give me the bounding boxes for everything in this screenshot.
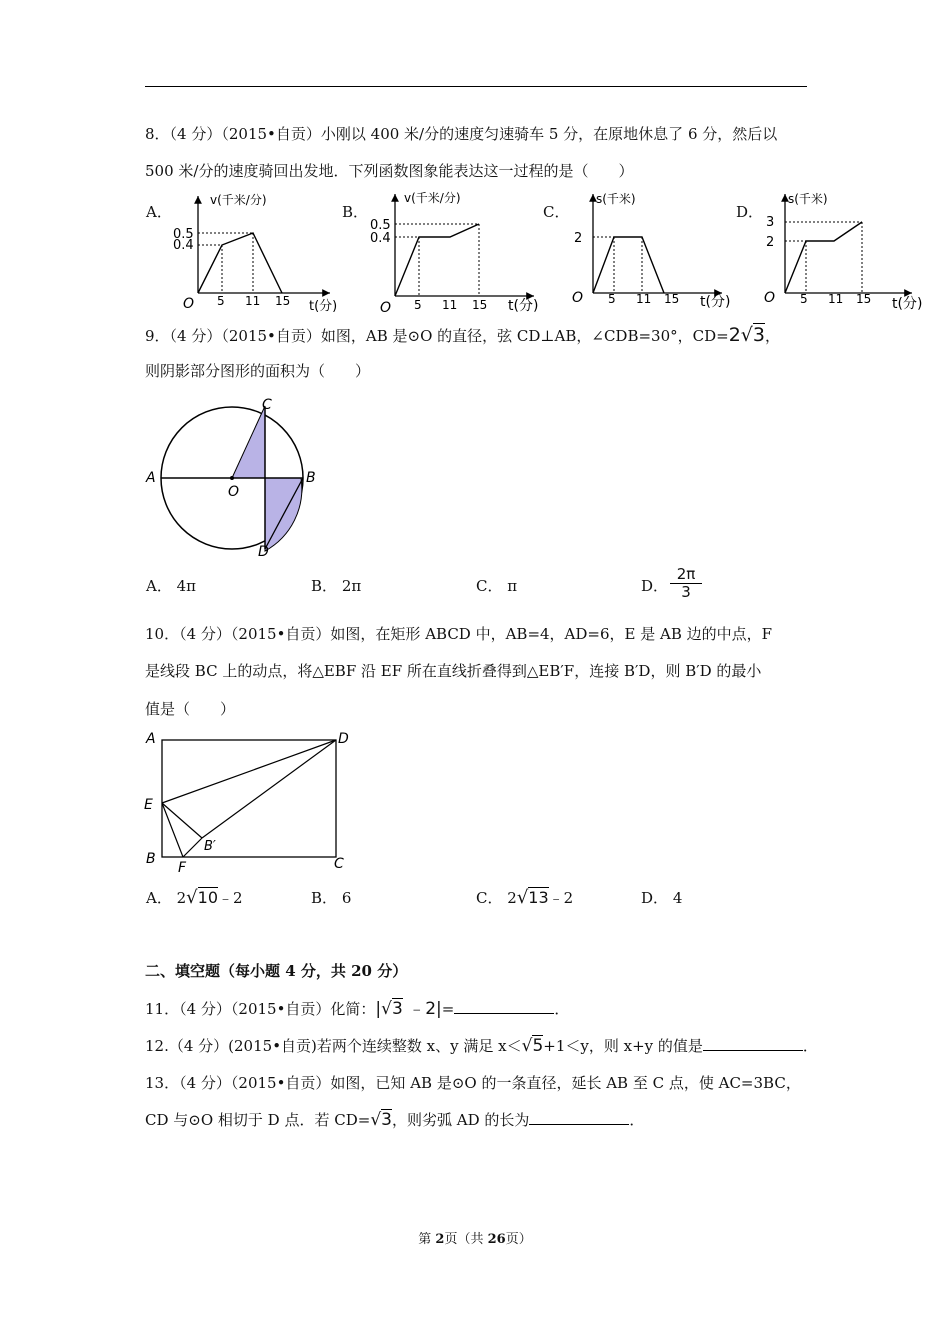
center-point bbox=[230, 476, 234, 480]
ytick-0.4: 0.4 bbox=[173, 238, 194, 253]
xtick-15: 15 bbox=[664, 292, 680, 306]
q13-sqrt: √3 bbox=[370, 1110, 392, 1130]
q12-rad: 5 bbox=[532, 1036, 544, 1056]
y-axis-label: s(千米) bbox=[788, 192, 828, 206]
q9-text-a: 9．（4 分）（2015•自贡）如图，AB 是⊙O 的直径，弦 CD⊥AB，∠CDB=30°，CD= bbox=[145, 327, 729, 345]
x-axis-label: t(分) bbox=[700, 294, 731, 310]
label-f: F bbox=[178, 860, 187, 876]
q9-option-a-label: A． bbox=[146, 577, 172, 595]
xtick-15: 15 bbox=[275, 294, 291, 308]
q13-line1: 13．（4 分）（2015•自贡）如图，已知 AB 是⊙O 的一条直径，延长 AB 至 C 点，使 AC=3BC， bbox=[145, 1074, 801, 1092]
q10-option-b-value: 6 bbox=[341, 889, 352, 907]
q8-graph-b bbox=[362, 188, 552, 318]
q10-option-a-label: A． bbox=[146, 889, 172, 907]
footer-post: 页） bbox=[505, 1232, 532, 1247]
ytick-2: 2 bbox=[766, 235, 775, 250]
q8-option-a-label: A． bbox=[146, 203, 172, 221]
x-axis-label: t(分) bbox=[309, 299, 338, 314]
q13-end: ． bbox=[629, 1111, 645, 1129]
origin-label: O bbox=[572, 290, 584, 306]
q11-equals: = bbox=[441, 1000, 455, 1018]
fraction-numerator: 2π bbox=[670, 566, 702, 584]
q9-option-a bbox=[146, 575, 196, 596]
y-axis-label: s(千米) bbox=[596, 192, 636, 206]
q8-option-d-label: D． bbox=[736, 203, 764, 221]
graph-line bbox=[785, 222, 862, 293]
q9-option-b-label: B． bbox=[311, 577, 338, 595]
q10-option-b-label: B． bbox=[311, 889, 338, 907]
header-rule bbox=[145, 86, 807, 87]
q10-line1: 10．（4 分）（2015•自贡）如图，在矩形 ABCD 中，AB=4，AD=6，E 是 AB 边的中点，F bbox=[145, 625, 773, 643]
q10-option-d bbox=[641, 887, 682, 908]
label-b-prime: B′ bbox=[204, 839, 216, 854]
q8-graph-a bbox=[165, 188, 345, 318]
q10-option-c bbox=[476, 887, 573, 908]
xtick-5: 5 bbox=[217, 294, 225, 308]
label-b: B bbox=[306, 470, 316, 486]
xtick-5: 5 bbox=[608, 292, 616, 306]
fraction-denominator: 3 bbox=[681, 583, 691, 601]
q13-rad: 3 bbox=[381, 1110, 392, 1130]
q8-line2: 500 米/分的速度骑回出发地．下列函数图象能表达这一过程的是（ ） bbox=[145, 162, 634, 180]
graph-line bbox=[593, 237, 664, 293]
label-a: A bbox=[146, 731, 156, 747]
q9-figure bbox=[140, 392, 340, 562]
xtick-15: 15 bbox=[856, 292, 872, 306]
page-footer bbox=[0, 1228, 950, 1247]
xtick-11: 11 bbox=[636, 292, 652, 306]
q11-answer-blank[interactable] bbox=[454, 999, 554, 1014]
q8-option-c-label: C． bbox=[543, 203, 570, 221]
y-axis-label: v(千米/分) bbox=[404, 191, 461, 205]
xtick-15: 15 bbox=[472, 298, 488, 312]
q11-end: ． bbox=[554, 1000, 570, 1018]
q13-text-a: CD 与⊙O 相切于 D 点．若 CD= bbox=[145, 1111, 371, 1129]
segment-eb-prime bbox=[162, 803, 202, 838]
sqrt-sign: √ bbox=[516, 887, 529, 908]
q10-figure bbox=[138, 726, 358, 876]
segment-b-prime-d bbox=[202, 740, 336, 838]
total-pages: 26 bbox=[487, 1232, 506, 1247]
q10-line3: 值是（ ） bbox=[145, 700, 236, 718]
q9-option-b bbox=[311, 575, 361, 596]
q10-option-c-tail: ﹣2 bbox=[548, 889, 574, 907]
q12-text-b: +1＜y，则 x+y 的值是 bbox=[543, 1037, 703, 1055]
q8-option-b-label: B． bbox=[342, 203, 369, 221]
q11-rad: 3 bbox=[391, 999, 403, 1019]
q8-line1: 8．（4 分）（2015•自贡）小刚以 400 米/分的速度匀速骑车 5 分，在原地休息了 6 分，然后以 bbox=[145, 125, 778, 143]
q13-line2 bbox=[145, 1110, 644, 1130]
footer-pre: 第 bbox=[418, 1232, 436, 1247]
q9-text-b: ， bbox=[765, 327, 781, 345]
q10-option-b bbox=[311, 887, 351, 908]
q10-option-a bbox=[146, 887, 243, 908]
q10-option-d-label: D． bbox=[641, 889, 669, 907]
graph-line bbox=[395, 224, 479, 296]
q9-option-d-fraction bbox=[670, 566, 702, 601]
q10-option-d-value: 4 bbox=[672, 889, 683, 907]
q9-option-b-value: 2π bbox=[341, 577, 362, 595]
q12-end: ． bbox=[802, 1037, 818, 1055]
q9-option-d-label: D． bbox=[641, 577, 669, 595]
label-a: A bbox=[146, 470, 156, 486]
q8-graph-d bbox=[752, 188, 947, 318]
segment-ed bbox=[162, 740, 336, 803]
sqrt-sign: √ bbox=[186, 887, 198, 908]
label-e: E bbox=[144, 797, 153, 813]
ytick-0.5: 0.5 bbox=[370, 218, 391, 233]
origin-label: O bbox=[183, 296, 195, 312]
footer-mid: 页（共 bbox=[444, 1232, 488, 1247]
q10-option-c-label: C． bbox=[476, 889, 503, 907]
rectangle-abcd bbox=[162, 740, 336, 857]
page-number: 2 bbox=[435, 1232, 445, 1247]
xtick-11: 11 bbox=[245, 294, 261, 308]
q10-option-c-rad: 13 bbox=[528, 888, 549, 907]
q12-sqrt: √5 bbox=[521, 1036, 544, 1056]
segment-ef bbox=[162, 803, 183, 857]
q13-text-b: ，则劣弧 AD 的长为 bbox=[391, 1111, 530, 1129]
xtick-11: 11 bbox=[828, 292, 844, 306]
origin-label: O bbox=[764, 290, 776, 306]
q9-rad: 3 bbox=[752, 324, 765, 346]
y-axis-label: v(千米/分) bbox=[210, 193, 267, 207]
q13-answer-blank[interactable] bbox=[529, 1110, 629, 1125]
q8-graph-c bbox=[560, 188, 740, 318]
label-c: C bbox=[334, 856, 344, 872]
origin-label: O bbox=[380, 300, 392, 316]
q9-coef: 2 bbox=[728, 324, 741, 346]
q10-option-c-coef: 2 bbox=[507, 889, 517, 907]
q9-cd-value: 2√3 bbox=[728, 324, 765, 346]
q9-option-c-value: π bbox=[507, 577, 518, 595]
label-d: D bbox=[258, 544, 269, 560]
q9-option-a-value: 4π bbox=[176, 577, 197, 595]
q9-line2: 则阴影部分图形的面积为（ ） bbox=[145, 362, 371, 380]
label-b: B bbox=[146, 851, 156, 867]
q10-line2: 是线段 BC 上的动点，将△EBF 沿 EF 所在直线折叠得到△EB′F，连接 B′D，则 B′D 的最小 bbox=[145, 662, 762, 680]
ytick-3: 3 bbox=[766, 215, 775, 230]
q12 bbox=[145, 1036, 818, 1056]
q10-option-a-coef: 2 bbox=[176, 889, 187, 907]
label-o: O bbox=[228, 484, 240, 500]
xtick-5: 5 bbox=[414, 298, 422, 312]
q11-tail: ﹣2 bbox=[408, 999, 437, 1019]
ytick-0.4: 0.4 bbox=[370, 231, 391, 246]
shaded-triangle-oc bbox=[232, 406, 265, 478]
xtick-11: 11 bbox=[442, 298, 458, 312]
q12-text-a: 12.（4 分）(2015•自贡)若两个连续整数 x、y 满足 x＜ bbox=[145, 1037, 522, 1055]
x-axis-label: t(分) bbox=[508, 298, 539, 314]
q11-text: 11．（4 分）（2015•自贡）化简： bbox=[145, 1000, 376, 1018]
q9-option-c-label: C． bbox=[476, 577, 503, 595]
q10-option-a-tail: ﹣2 bbox=[218, 889, 243, 907]
q11 bbox=[145, 999, 569, 1019]
q12-answer-blank[interactable] bbox=[703, 1036, 803, 1051]
segment-fb-prime bbox=[183, 838, 202, 857]
q10-option-a-rad: 10 bbox=[197, 888, 219, 907]
ytick-2: 2 bbox=[574, 231, 583, 246]
label-d: D bbox=[338, 731, 349, 747]
xtick-5: 5 bbox=[800, 292, 808, 306]
q9-option-c bbox=[476, 575, 517, 596]
q9-line1 bbox=[145, 325, 780, 346]
x-axis-label: t(分) bbox=[892, 296, 923, 312]
section-2-title: 二、填空题（每小题 4 分，共 20 分） bbox=[145, 962, 408, 980]
q11-expression: |√3 ﹣2| bbox=[375, 999, 442, 1019]
label-c: C bbox=[262, 397, 272, 413]
graph-line bbox=[198, 233, 282, 293]
ytick-0.5: 0.5 bbox=[173, 227, 194, 242]
